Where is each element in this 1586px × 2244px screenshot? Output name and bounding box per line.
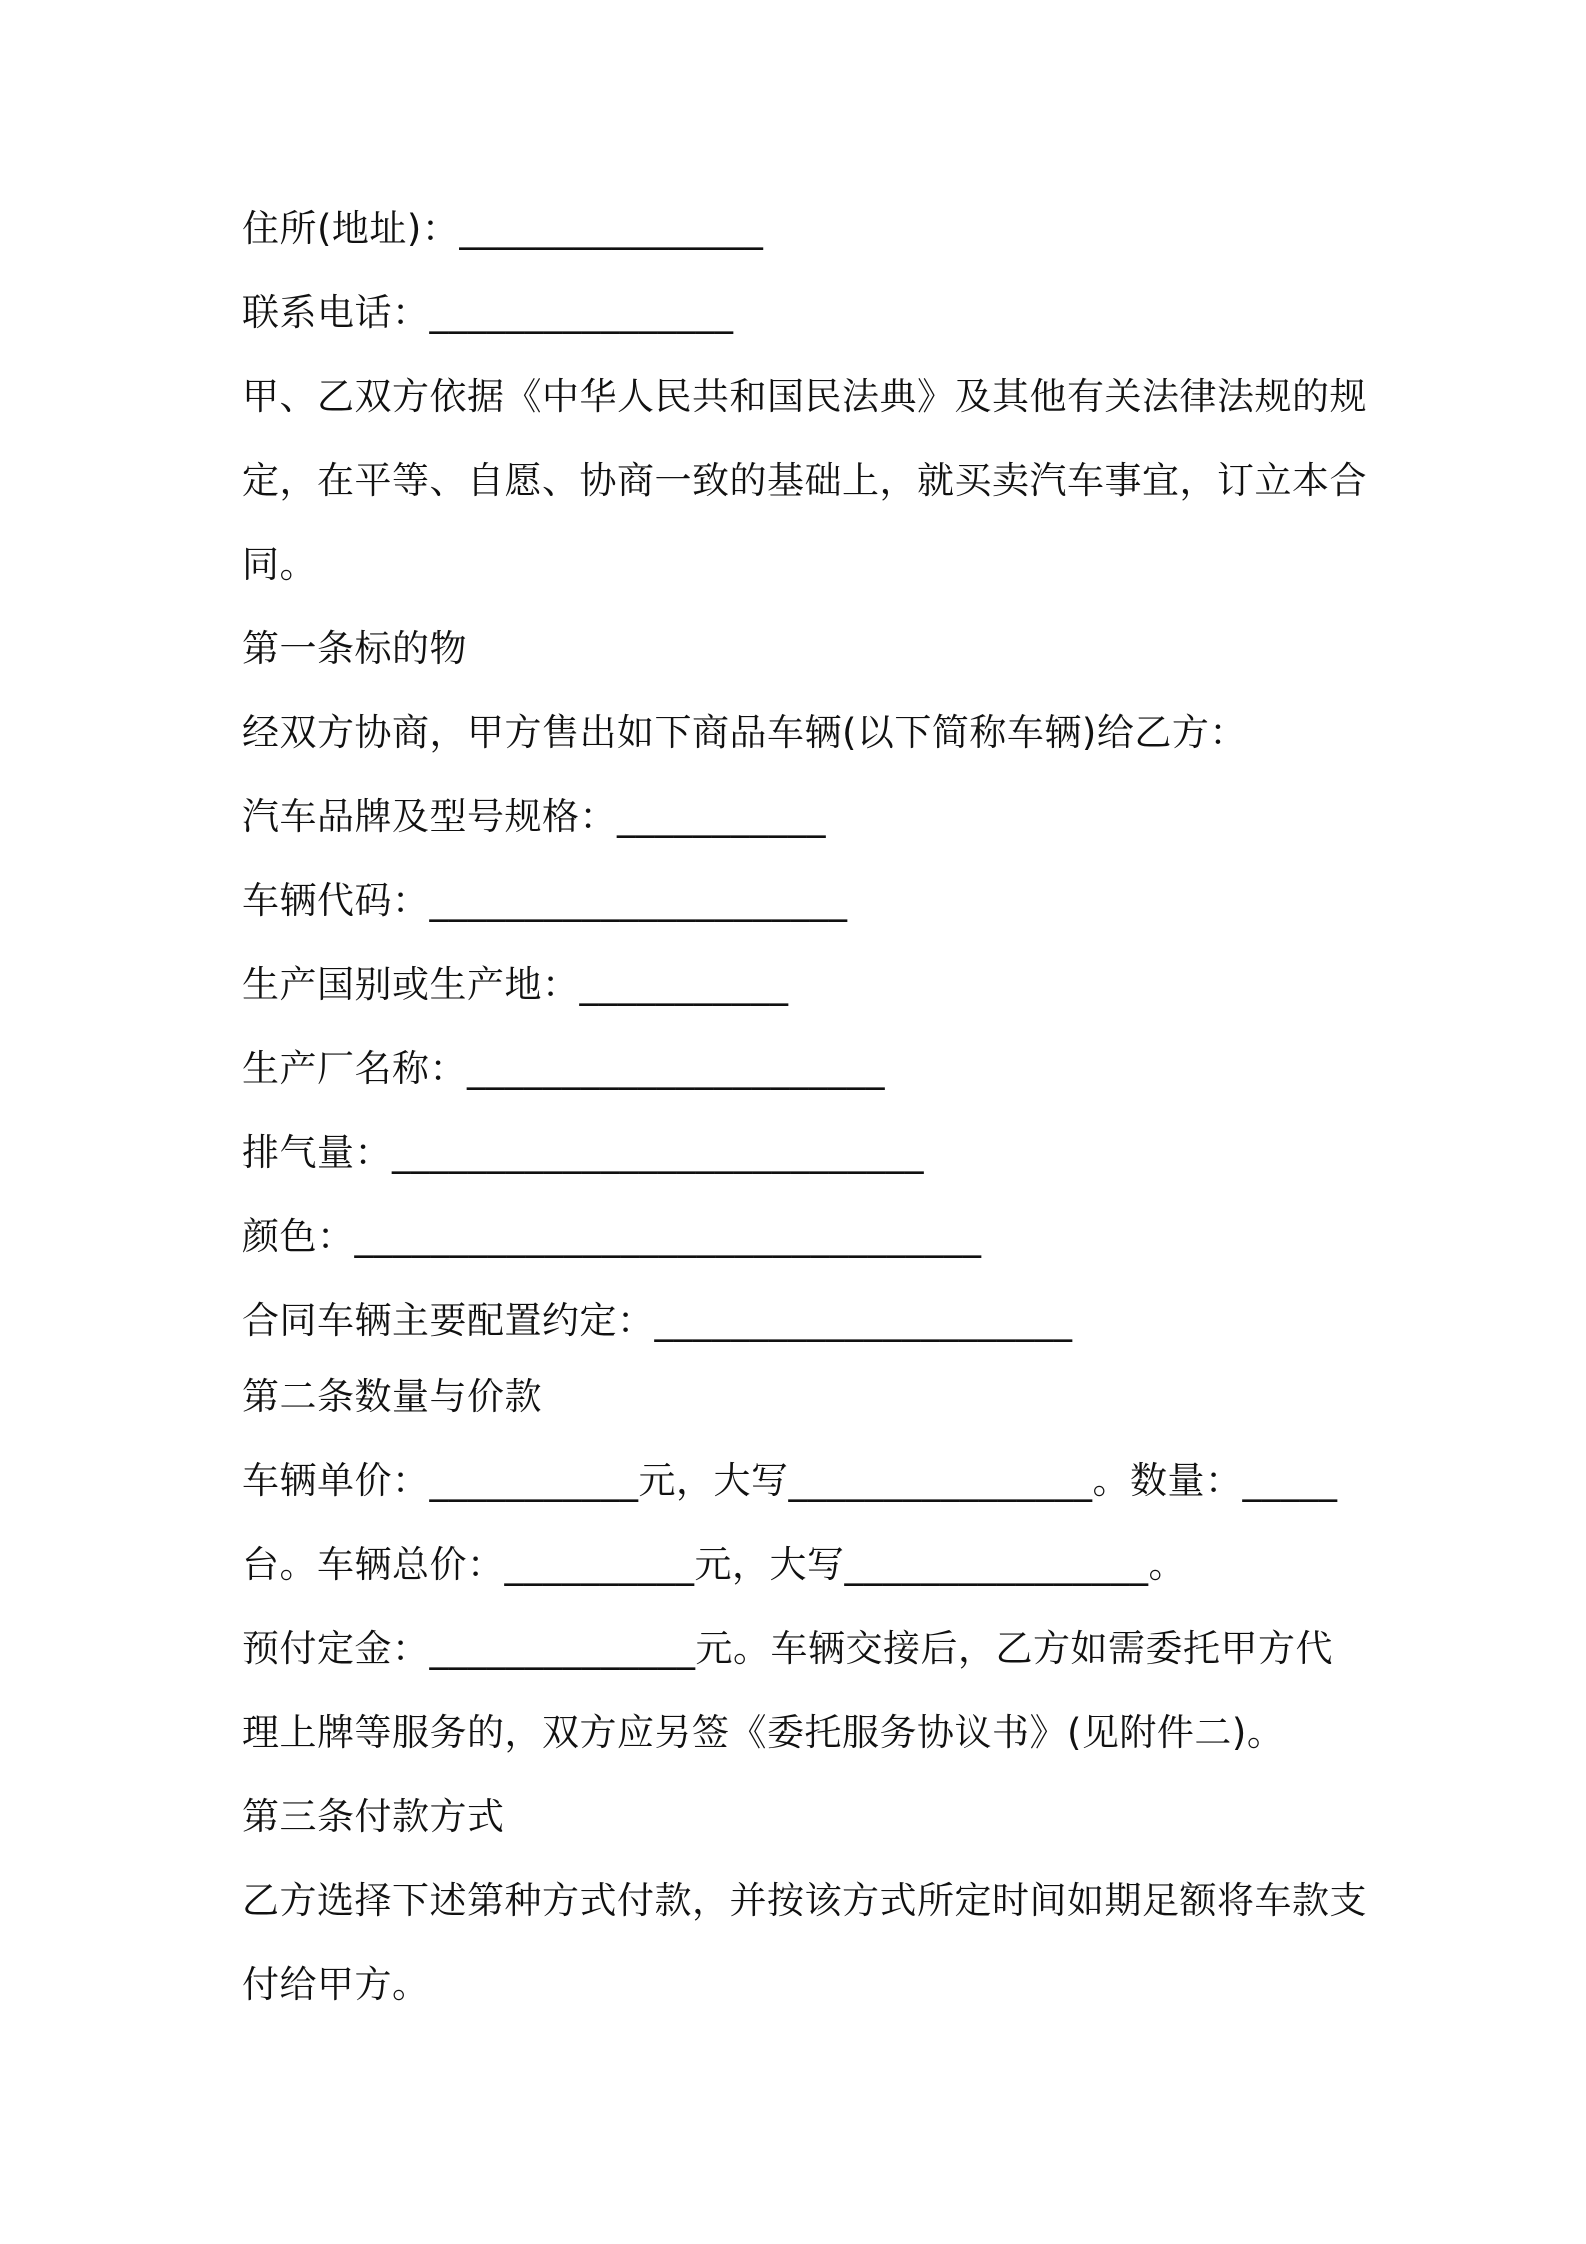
color-field-line: 颜色：_________________________________ [242, 1215, 982, 1258]
price-line-1: 车辆单价：___________元，大写________________。数量：_____ [242, 1459, 1338, 1502]
deposit-line-1: 预付定金：______________元。车辆交接后，乙方如需委托甲方代 [242, 1627, 1333, 1670]
article-2-heading: 第二条数量与价款 [242, 1375, 542, 1418]
origin-field-line: 生产国别或生产地：___________ [242, 963, 789, 1006]
vehicle-code-field-line: 车辆代码：______________________ [242, 879, 848, 922]
phone-field-line: 联系电话：________________ [242, 291, 734, 334]
price-line-2: 台。车辆总价：__________元，大写________________。 [242, 1543, 1186, 1586]
article-1-intro: 经双方协商，甲方售出如下商品车辆(以下简称车辆)给乙方： [242, 711, 1247, 754]
address-field-line: 住所(地址)：________________ [242, 207, 764, 250]
deposit-line-2: 理上牌等服务的，双方应另签《委托服务协议书》(见附件二)。 [242, 1711, 1285, 1754]
preamble-line-1: 甲、乙双方依据《中华人民共和国民法典》及其他有关法律法规的规 [242, 375, 1367, 418]
article-3-heading: 第三条付款方式 [242, 1795, 505, 1838]
configuration-field-line: 合同车辆主要配置约定：______________________ [242, 1299, 1073, 1342]
payment-line-2: 付给甲方。 [242, 1963, 430, 2006]
payment-line-1: 乙方选择下述第种方式付款，并按该方式所定时间如期足额将车款支 [242, 1879, 1367, 1922]
manufacturer-field-line: 生产厂名称：______________________ [242, 1047, 885, 1090]
brand-model-field-line: 汽车品牌及型号规格：___________ [242, 795, 826, 838]
displacement-field-line: 排气量：____________________________ [242, 1131, 924, 1174]
article-1-heading: 第一条标的物 [242, 627, 467, 670]
preamble-line-2: 定，在平等、自愿、协商一致的基础上，就买卖汽车事宜，订立本合 [242, 459, 1367, 502]
preamble-line-3: 同。 [242, 543, 317, 586]
